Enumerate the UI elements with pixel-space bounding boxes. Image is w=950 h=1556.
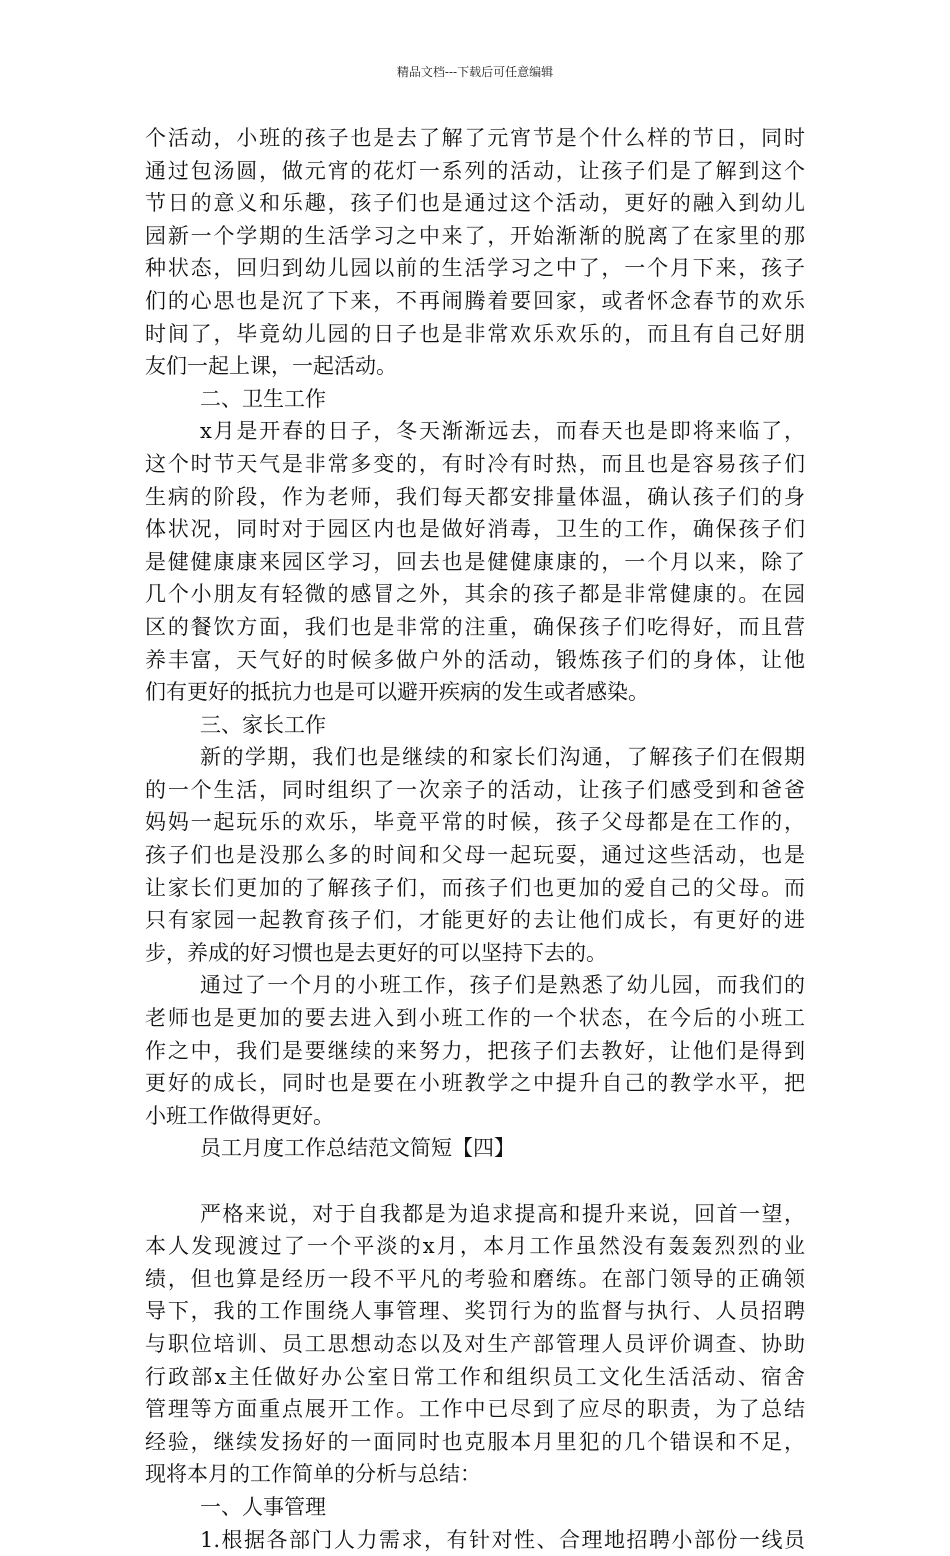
text-line: 行政部x主任做好办公室日常工作和组织员工文化生活活动、宿舍: [145, 1364, 805, 1389]
section-title: 员工月度工作总结范文简短【四】: [200, 1136, 515, 1161]
paragraph-conclusion: [145, 969, 805, 1132]
paragraph-activities: [145, 122, 805, 383]
text-line: 管理等方面重点展开工作。工作中已尽到了应尽的职责，为了总结: [145, 1397, 805, 1422]
text-line: 的一个生活，同时组织了一次亲子的活动，让孩子们感受到和爸爸: [145, 777, 805, 802]
text-line: 这个时节天气是非常多变的，有时冷有时热，而且也是容易孩子们: [145, 451, 805, 476]
page-header: 精品文档---下载后可任意编辑: [396, 65, 554, 79]
text-line: 现将本月的工作简单的分析与总结：: [145, 1462, 481, 1487]
text-line: 让家长们更加的了解孩子们，而孩子们也更加的爱自己的父母。而: [145, 875, 805, 900]
text-line: 新的学期，我们也是继续的和家长们沟通，了解孩子们在假期: [200, 745, 805, 770]
text-line: 只有家园一起教育孩子们，才能更好的去让他们成长，有更好的进: [145, 908, 805, 933]
text-line: 妈妈一起玩乐的欢乐，毕竟平常的时候，孩子父母都是在工作的，: [145, 810, 805, 835]
paragraph-parents: [145, 741, 805, 969]
text-line: 通过包汤圆，做元宵的花灯一系列的活动，让孩子们是了解到这个: [145, 158, 805, 183]
text-line: 绩，但也算是经历一段不平凡的考验和磨练。在部门领导的正确领: [145, 1266, 805, 1291]
text-line: 种状态，回归到幼儿园以前的生活学习之中了，一个月下来，孩子: [145, 256, 805, 281]
text-line: 生病的阶段，作为老师，我们每天都安排量体温，确认孩子们的身: [145, 484, 805, 509]
paragraph-intro: [145, 1198, 805, 1491]
text-line: 1.根据各部门人力需求，有针对性、合理地招聘小部份一线员: [200, 1527, 805, 1552]
text-line: 们有更好的抵抗力也是可以避开疾病的发生或者感染。: [145, 680, 649, 705]
text-line: 们的心思也是沉了下来，不再闹腾着要回家，或者怀念春节的欢乐: [145, 288, 805, 313]
text-line: 区的餐饮方面，我们也是非常的注重，确保孩子们吃得好，而且营: [145, 614, 805, 639]
blank-line: [145, 1165, 805, 1198]
section-heading-hr: 一、人事管理: [200, 1494, 326, 1519]
text-line: 作之中，我们是要继续的来努力，把孩子们去教好，让他们是得到: [145, 1038, 805, 1063]
text-line: 严格来说，对于自我都是为追求提高和提升来说，回首一望，: [200, 1201, 805, 1226]
text-line: 园新一个学期的生活学习之中来了，开始渐渐的脱离了在家里的那: [145, 223, 805, 248]
text-line: x月是开春的日子，冬天渐渐远去，而春天也是即将来临了，: [200, 419, 805, 444]
text-line: 是健健康康来园区学习，回去也是健健康康的，一个月以来，除了: [145, 549, 805, 574]
text-line: 步，养成的好习惯也是去更好的可以坚持下去的。: [145, 940, 607, 965]
text-line: 养丰富，天气好的时候多做户外的活动，锻炼孩子们的身体，让他: [145, 647, 805, 672]
text-line: 更好的成长，同时也是要在小班教学之中提升自己的教学水平，把: [145, 1071, 805, 1096]
text-line: 经验，继续发扬好的一面同时也克服本月里犯的几个错误和不足，: [145, 1429, 805, 1454]
text-line: 几个小朋友有轻微的感冒之外，其余的孩子都是非常健康的。在园: [145, 582, 805, 607]
text-line: 友们一起上课，一起活动。: [145, 354, 397, 379]
text-line: 个活动，小班的孩子也是去了解了元宵节是个什么样的节日，同时: [145, 126, 805, 150]
text-line: 与职位培训、员工思想动态以及对生产部管理人员评价调查、协助: [145, 1331, 805, 1356]
text-line: 小班工作做得更好。: [145, 1103, 334, 1128]
text-line: 老师也是更加的要去进入到小班工作的一个状态，在今后的小班工: [145, 1006, 805, 1031]
text-line: 时间了，毕竟幼儿园的日子也是非常欢乐欢乐的，而且有自己好朋: [145, 321, 805, 346]
section-heading-parents: 三、家长工作: [200, 712, 326, 737]
section-heading-hygiene: 二、卫生工作: [200, 386, 326, 411]
text-line: 体状况，同时对于园区内也是做好消毒，卫生的工作，确保孩子们: [145, 517, 805, 542]
text-line: 孩子们也是没那么多的时间和父母一起玩耍，通过这些活动，也是: [145, 843, 805, 868]
paragraph-hygiene: [145, 415, 805, 708]
document-body: [145, 122, 805, 1556]
text-line: 本人发现渡过了一个平淡的x月，本月工作虽然没有轰轰烈烈的业: [145, 1234, 805, 1259]
text-line: 导下，我的工作围绕人事管理、奖罚行为的监督与执行、人员招聘: [145, 1299, 805, 1324]
text-line: 通过了一个月的小班工作，孩子们是熟悉了幼儿园，而我们的: [200, 973, 805, 998]
text-line: 节日的意义和乐趣，孩子们也是通过这个活动，更好的融入到幼儿: [145, 191, 805, 216]
